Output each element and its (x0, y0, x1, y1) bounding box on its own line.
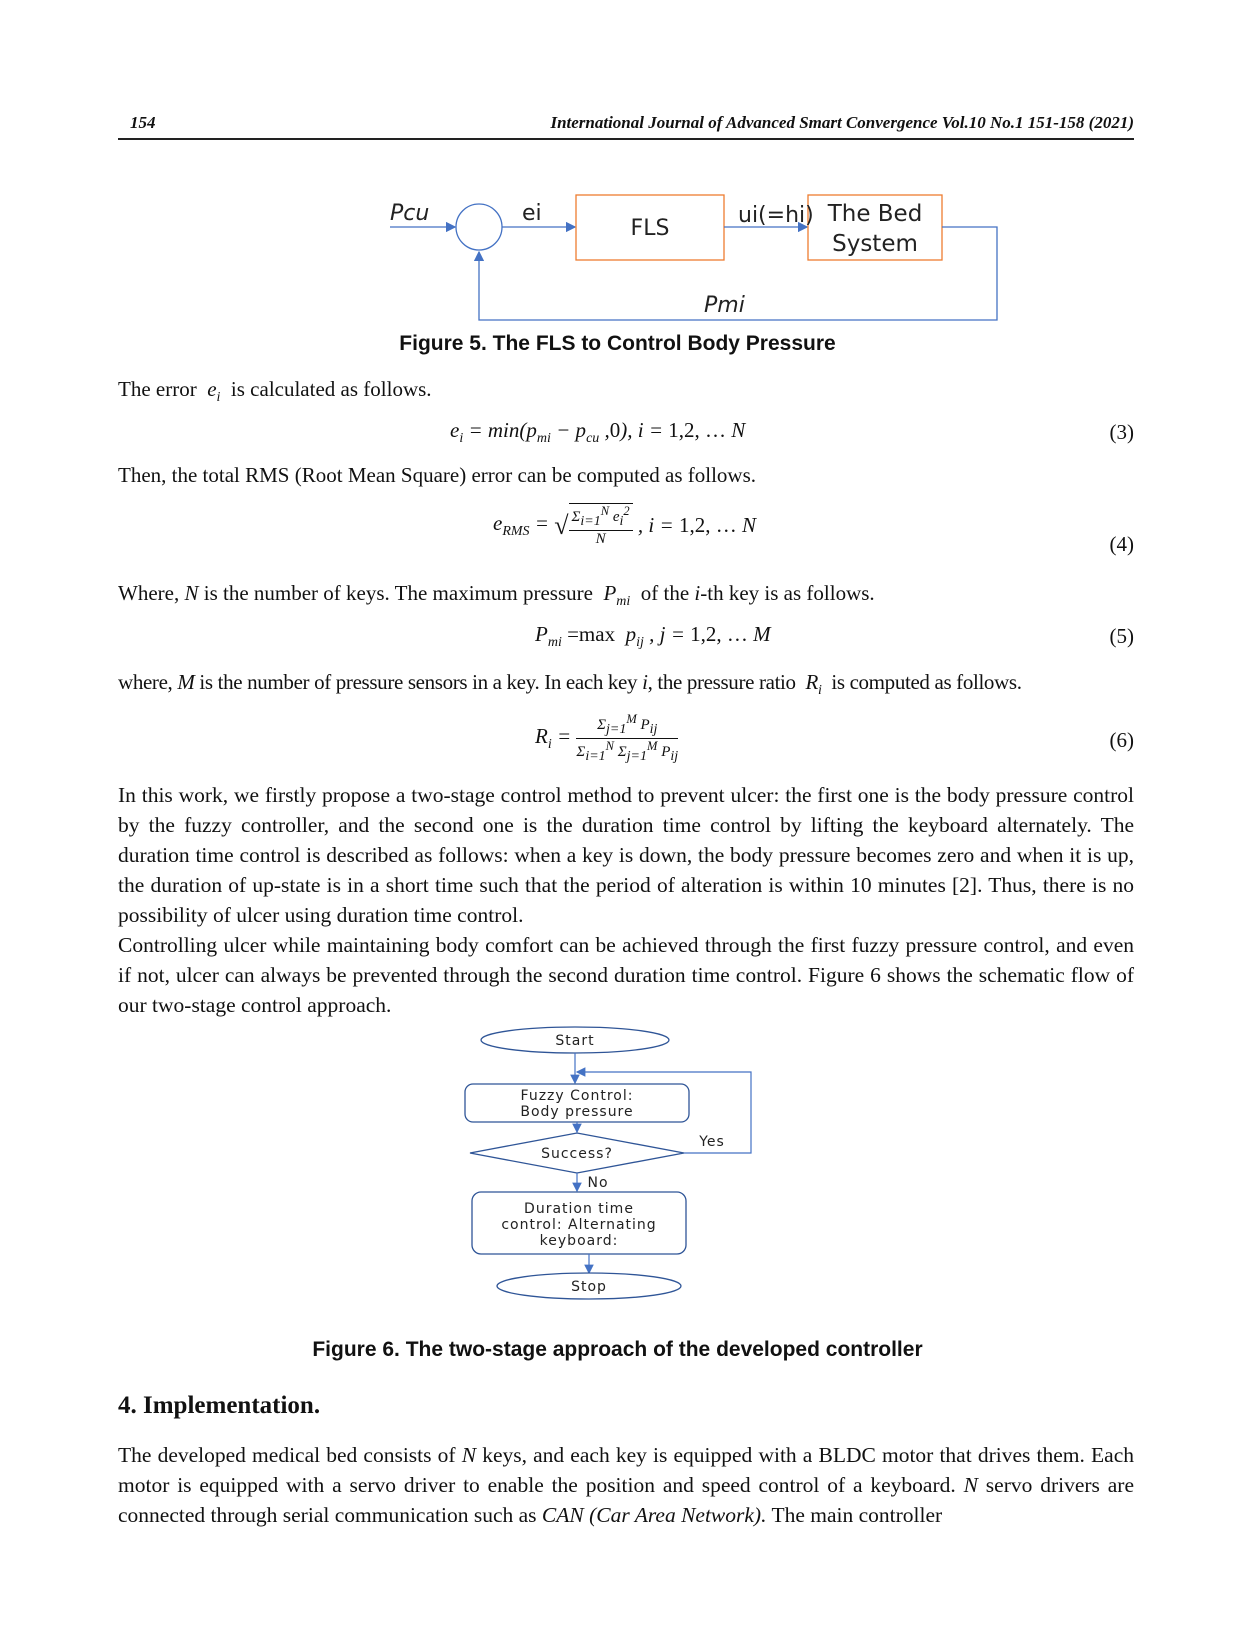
pcu-label: Pcu (390, 201, 430, 226)
equation-6-number: (6) (1109, 728, 1134, 752)
fls-label: FLS (630, 216, 670, 241)
equation-4: $e_{RMS}$ = √ $\frac{\Sigma_{i=1}^N e_i^2}{N}$ , i = 1,2, … N (493, 504, 756, 547)
error-intro: The error $e_i$ is calculated as follows. (118, 377, 432, 406)
figure6-flowchart (440, 1022, 780, 1312)
duration-label-2: control: Alternating (501, 1217, 657, 1233)
start-label: Start (555, 1033, 595, 1049)
figure6-caption: Figure 6. The two-stage approach of the developed controller (312, 1338, 923, 1361)
equation-5-number: (5) (1109, 624, 1134, 648)
pmi-label: Pmi (704, 293, 745, 318)
equation-3-number: (3) (1109, 420, 1134, 444)
decision-label: Success? (541, 1146, 613, 1162)
no-label: No (587, 1175, 609, 1191)
page-number: 154 (130, 113, 156, 132)
body-paragraph: In this work, we firstly propose a two-stage control method to prevent ulcer: the first one is the body pressure control by the fuzzy controller, and the second one is the duration time control by lifting the keyboard alternately. The duration time control is described as follows: when a key is down, the body pressure becomes zero and when it is up, the duration of up-state is in a short time such that the period of alteration is within 10 minutes [2]. Thus, there is no possibility of ulcer using duration time control. Controlling ulcer while maintaining body comfort can be achieved through the first fuzzy pressure control, and even if not, ulcer can always be prevented through the second duration time control. Figure 6 shows the schematic flow of our two-stage control approach. (118, 783, 1134, 1017)
duration-label-1: Duration time (524, 1201, 634, 1217)
section-title: 4. Implementation. (118, 1392, 321, 1419)
summing-junction (456, 204, 502, 250)
equation-3: $e_i = \min(p_{mi} - p_{cu}$ ,0), i = 1,2, … N (450, 418, 746, 447)
equation-5: $P_{mi} =\max$ $p_{ij}$ , j = 1,2, … M (535, 622, 771, 651)
figure5-diagram (0, 0, 1235, 340)
equation-4-number: (4) (1109, 532, 1134, 556)
error-label: ei (522, 201, 542, 226)
where-m-line: where, M is the number of pressure sensors in a key. In each key i, the pressure ratio $R_i$ is computed as follows. (118, 670, 1022, 699)
stop-label: Stop (571, 1279, 607, 1295)
figure5-caption: Figure 5. The FLS to Control Body Pressure (399, 332, 836, 355)
bed-label-1: The Bed (827, 201, 923, 227)
where-n-line: Where, N is the number of keys. The maximum pressure $P_{mi}$ of the i-th key is as follows. (118, 581, 875, 610)
section-paragraph: The developed medical bed consists of N keys, and each key is equipped with a BLDC motor that drives them. Each motor is equipped with a servo driver to enable the position and speed control of a keyboard. N servo drivers are connected through serial communication such as CAN (Car Area Network). The main controller (118, 1443, 1134, 1527)
bed-label-2: System (832, 231, 918, 257)
control-label: ui(=hi) (738, 203, 814, 228)
running-header: International Journal of Advanced Smart Convergence Vol.10 No.1 151-158 (2021) (550, 113, 1134, 132)
yes-label: Yes (699, 1134, 725, 1150)
duration-label-3: keyboard: (539, 1233, 619, 1249)
fuzzy-label-1: Fuzzy Control: (520, 1088, 634, 1104)
equation-6: $R_i$ = $\frac{\Sigma_{j=1}^M P_{ij}}{\Sigma_{i=1}^N \Sigma_{j=1}^M P_{ij}}$ (535, 712, 679, 764)
fuzzy-label-2: Body pressure (520, 1104, 634, 1120)
rms-intro: Then, the total RMS (Root Mean Square) error can be computed as follows. (118, 463, 757, 487)
